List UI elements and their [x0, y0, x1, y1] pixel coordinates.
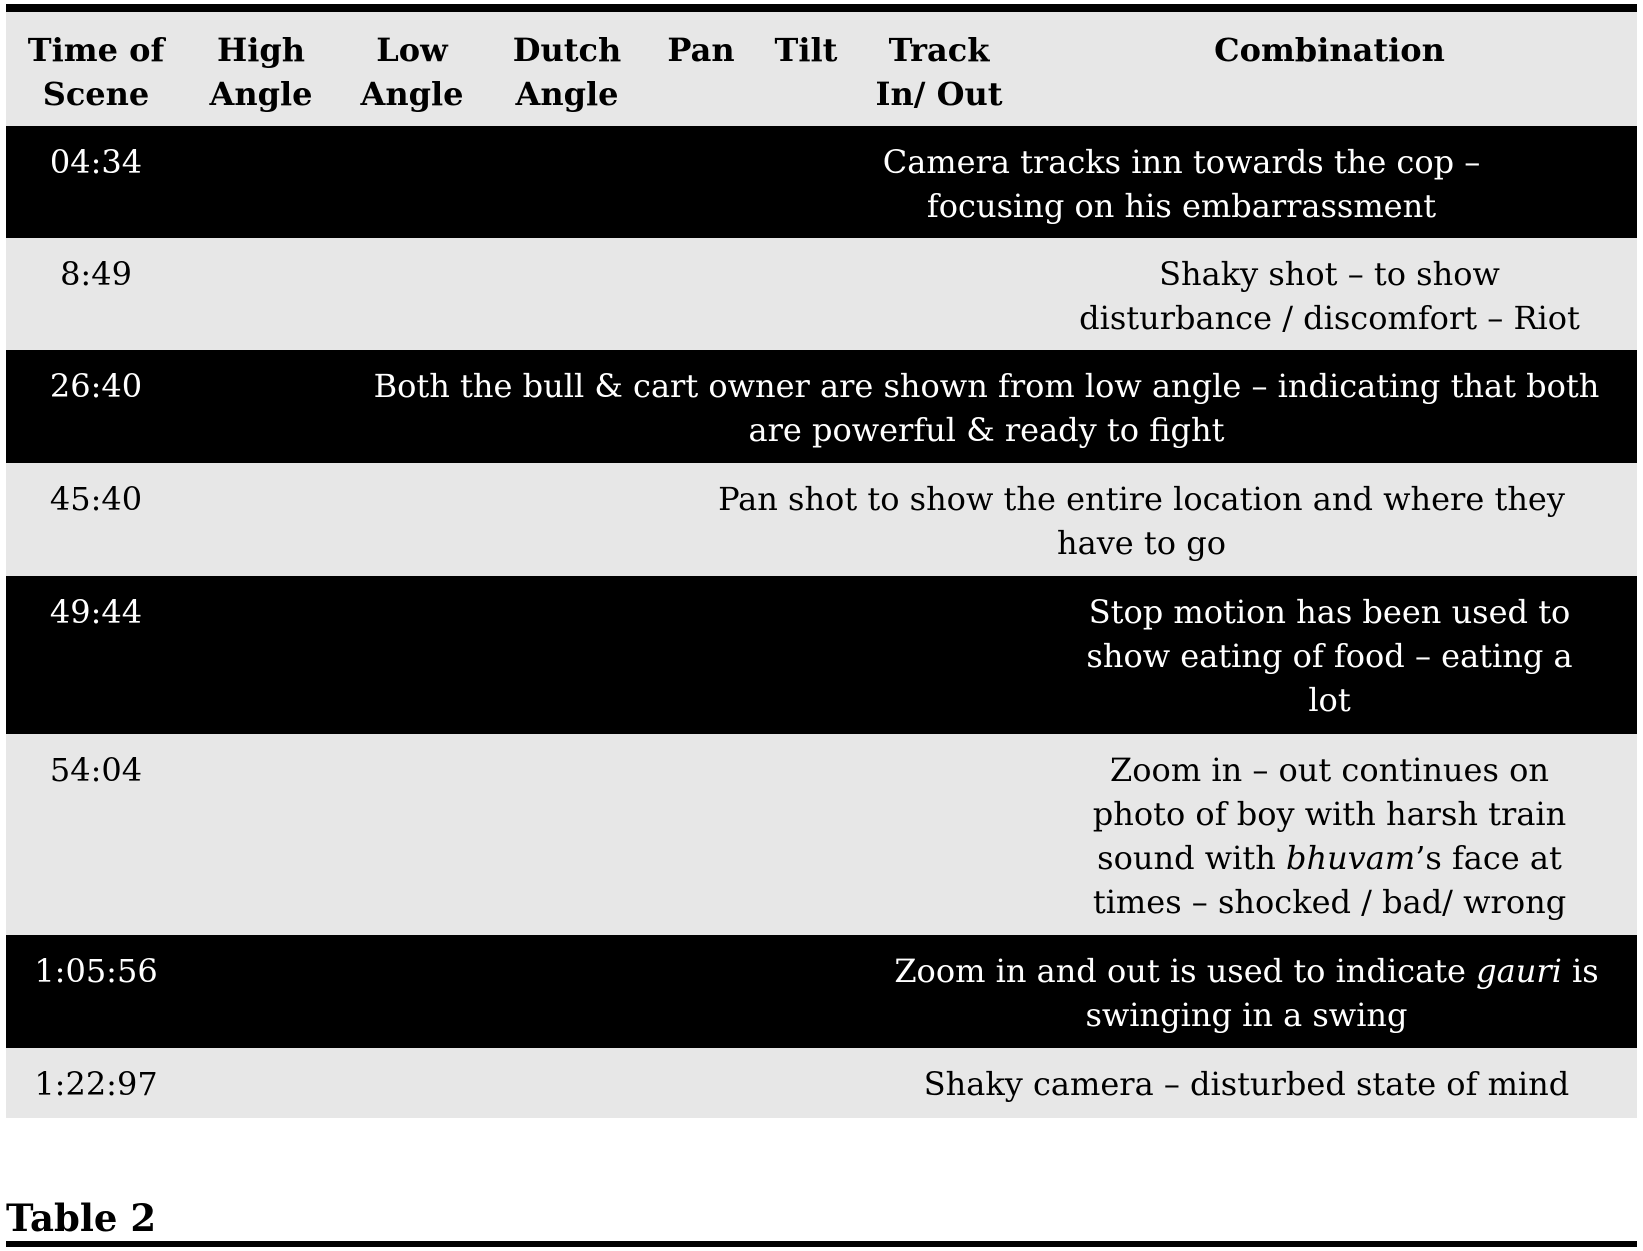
table-row — [6, 576, 1637, 734]
table-caption: Table 2 — [6, 1196, 157, 1240]
header-combination: Combination — [1214, 31, 1445, 69]
header-row — [6, 12, 1637, 126]
table-row — [6, 734, 1637, 935]
table-row — [6, 935, 1637, 1048]
table-row — [6, 1048, 1637, 1118]
description-cell: Zoom in – out continues on photo of boy with harsh train sound with bhuvam’s face at times – shocked / bad/ wrong — [1092, 751, 1567, 921]
top-rule — [6, 4, 1637, 12]
table-row — [6, 238, 1637, 350]
time-cell: 1:22:97 — [34, 1065, 158, 1103]
header-tilt: Tilt — [774, 31, 838, 69]
header-pan: Pan — [667, 31, 735, 69]
table-row — [6, 463, 1637, 576]
description-cell: Both the bull & cart owner are shown from low angle – indicating that both are powerful & ready to fight — [373, 367, 1600, 449]
table-row — [6, 126, 1637, 238]
header-low-angle: Low Angle — [360, 31, 464, 113]
description-cell: Stop motion has been used to show eating of food – eating a lot — [1086, 593, 1573, 719]
time-cell: 04:34 — [49, 143, 143, 181]
time-cell: 26:40 — [49, 367, 143, 405]
description-cell: Zoom in and out is used to indicate gauri is swinging in a swing — [894, 952, 1599, 1034]
description-cell: Shaky shot – to show disturbance / discomfort – Riot — [1079, 255, 1580, 337]
description-cell: Pan shot to show the entire location and where they have to go — [718, 480, 1565, 562]
header-high-angle: High Angle — [209, 31, 313, 113]
time-cell: 8:49 — [60, 255, 132, 293]
header-track-in-out: Track In/ Out — [875, 31, 1003, 113]
camera-techniques-table — [6, 12, 1637, 1118]
time-cell: 54:04 — [49, 751, 143, 789]
table-row — [6, 350, 1637, 463]
description-cell: Camera tracks inn towards the cop – focusing on his embarrassment — [882, 143, 1481, 225]
time-cell: 45:40 — [49, 480, 143, 518]
header-dutch-angle: Dutch Angle — [512, 31, 622, 113]
time-cell: 49:44 — [49, 593, 143, 631]
bottom-rule — [6, 1241, 1637, 1247]
description-cell: Shaky camera – disturbed state of mind — [923, 1065, 1570, 1103]
header-time-of-scene: Time of Scene — [27, 31, 165, 113]
time-cell: 1:05:56 — [34, 952, 158, 990]
